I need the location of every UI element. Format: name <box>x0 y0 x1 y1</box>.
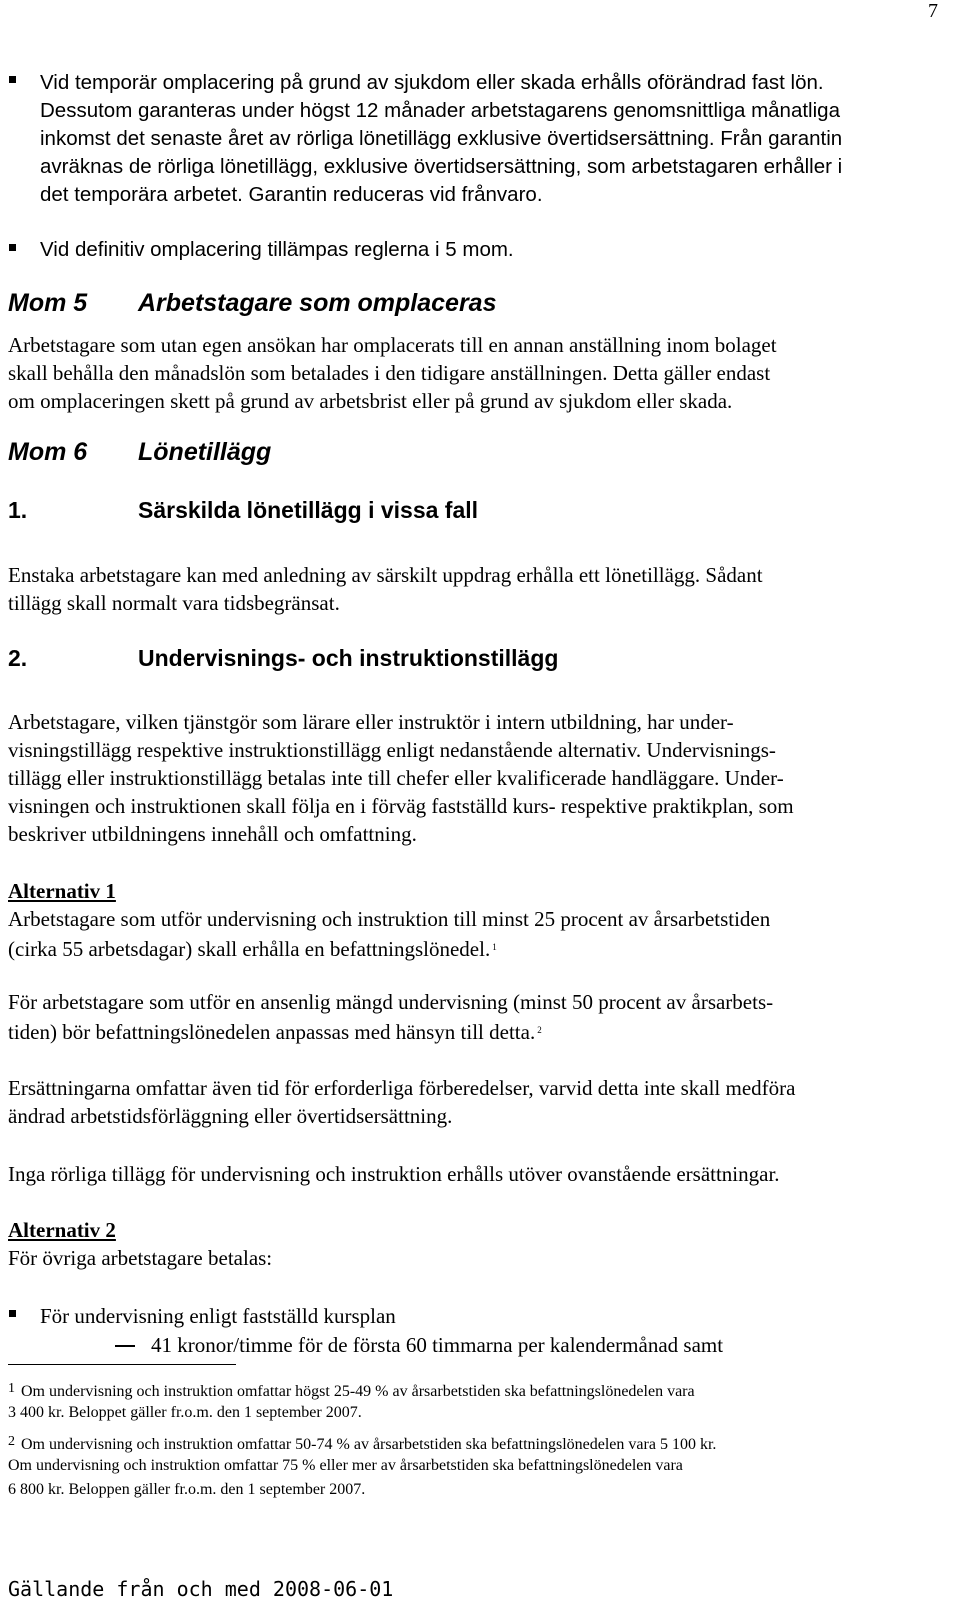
mom5-title: Arbetstagare som omplaceras <box>138 289 497 317</box>
alt2-intro: För övriga arbetstagare betalas: <box>8 1246 273 1270</box>
alt2-dash-item: 41 kronor/timme för de första 60 timmarna per kalendermånad samt <box>151 1333 724 1357</box>
text-line <box>8 1016 773 1044</box>
text-line: 3 400 kr. Beloppet gäller fr.o.m. den 1 september 2007. <box>8 1404 362 1421</box>
text-line: Arbetstagare, vilken tjänstgör som lärare eller instruktör i intern utbildning, har under- <box>8 710 734 734</box>
intro-bullet-2-text <box>40 236 514 264</box>
text-line: ändrad arbetstidsförläggning eller övertidsersättning. <box>8 1104 453 1128</box>
bullet-icon <box>9 76 16 83</box>
alt1-paragraph-3 <box>8 1074 795 1130</box>
text-line: det temporära arbetet. Garantin reduceras vid frånvaro. <box>40 183 543 206</box>
text-line <box>8 1377 695 1401</box>
mom5-number: Mom 5 <box>8 289 88 317</box>
text-fragment: Om undervisning och instruktion omfattar högst 25-49 % av årsarbetstiden ska befattningslönedelen vara <box>21 1383 695 1400</box>
dash-icon <box>115 1345 135 1347</box>
text-line: Arbetstagare som utan egen ansökan har omplacerats till en annan anställning inom bolaget <box>8 333 777 357</box>
alt1-paragraph-2 <box>8 988 773 1044</box>
text-line: Dessutom garanteras under högst 12 månader arbetstagarens genomsnittliga månatliga <box>40 99 840 122</box>
footnote-separator <box>8 1364 236 1365</box>
section1-title: Särskilda lönetillägg i vissa fall <box>138 497 479 523</box>
footnote-ref: 2 <box>537 1025 542 1035</box>
mom6-number: Mom 6 <box>8 438 88 466</box>
alt1-paragraph-1 <box>8 905 770 961</box>
mom6-title: Lönetillägg <box>138 438 272 466</box>
text-line: skall behålla den månadslön som betalades i den tidigare anställningen. Detta gäller endast <box>8 361 771 385</box>
text-line: visningstillägg respektive instruktionstillägg enligt nedanstående alternativ. Undervisnings- <box>8 738 776 762</box>
text-line: Arbetstagare som utför undervisning och instruktion till minst 25 procent av årsarbetstiden <box>8 907 771 931</box>
footnote-number: 1 <box>8 1381 15 1396</box>
footnote-1 <box>8 1377 695 1425</box>
mom5-paragraph <box>8 331 777 415</box>
text-line: Enstaka arbetstagare kan med anledning av särskilt uppdrag erhålla ett lönetillägg. Sådant <box>8 563 763 587</box>
text-line: beskriver utbildningens innehåll och omfattning. <box>8 822 417 846</box>
page-number: 7 <box>928 0 938 22</box>
text-fragment: tiden) bör befattningslönedelen anpassas med hänsyn till detta. <box>8 1020 536 1044</box>
text-line: inkomst det senaste året av rörliga lönetillägg exklusive övertidsersättning. Från garantin <box>40 127 843 150</box>
page-footer: Gällande från och med 2008-06-01 <box>8 1577 394 1601</box>
text-line: avräknas de rörliga lönetillägg, exklusive övertidsersättning, som arbetstagaren erhåller i <box>40 155 843 178</box>
section1-paragraph <box>8 561 763 617</box>
alternativ-1-heading: Alternativ 1 <box>8 879 116 903</box>
footnote-ref: 1 <box>492 942 497 952</box>
intro-bullet-1-text <box>40 68 842 208</box>
text-fragment: (cirka 55 arbetsdagar) skall erhålla en befattningslönedel. <box>8 937 491 961</box>
footnote-number: 2 <box>8 1434 15 1449</box>
text-line <box>8 1430 716 1454</box>
footnote-2 <box>8 1430 716 1502</box>
section1-number: 1. <box>8 497 28 523</box>
text-line: tillägg skall normalt vara tidsbegränsat. <box>8 591 340 615</box>
bullet-icon <box>9 244 16 251</box>
section2-title: Undervisnings- och instruktionstillägg <box>138 645 559 671</box>
alt2-bullet-text: För undervisning enligt fastställd kursplan <box>40 1304 396 1328</box>
section2-number: 2. <box>8 645 28 671</box>
text-fragment: Om undervisning och instruktion omfattar 50-74 % av årsarbetstiden ska befattningslönedelen vara 5 100 kr. <box>21 1436 717 1453</box>
text-line: Ersättningarna omfattar även tid för erforderliga förberedelser, varvid detta inte skall medföra <box>8 1076 796 1100</box>
text-line: För arbetstagare som utför en ansenlig mängd undervisning (minst 50 procent av årsarbets- <box>8 990 774 1014</box>
bullet-icon <box>9 1310 16 1317</box>
text-line: Vid temporär omplacering på grund av sjukdom eller skada erhålls oförändrad fast lön. <box>40 71 824 94</box>
alternativ-2-heading: Alternativ 2 <box>8 1218 116 1242</box>
text-line: visningen och instruktionen skall följa en i förväg fastställd kurs- respektive praktikplan, som <box>8 794 794 818</box>
text-line: 6 800 kr. Beloppen gäller fr.o.m. den 1 september 2007. <box>8 1481 366 1498</box>
section2-paragraph <box>8 708 794 848</box>
alt1-paragraph-4 <box>8 1160 780 1188</box>
text-line: Vid definitiv omplacering tillämpas reglerna i 5 mom. <box>40 238 514 261</box>
text-line <box>8 933 770 961</box>
text-line: tillägg eller instruktionstillägg betalas inte till chefer eller kvalificerade handläggare. Under- <box>8 766 784 790</box>
text-line: Om undervisning och instruktion omfattar 75 % eller mer av årsarbetstiden ska befattningslönedelen vara <box>8 1457 683 1474</box>
text-line: Inga rörliga tillägg för undervisning och instruktion erhålls utöver ovanstående ersättningar. <box>8 1162 780 1186</box>
text-line: om omplaceringen skett på grund av arbetsbrist eller på grund av sjukdom eller skada. <box>8 389 733 413</box>
